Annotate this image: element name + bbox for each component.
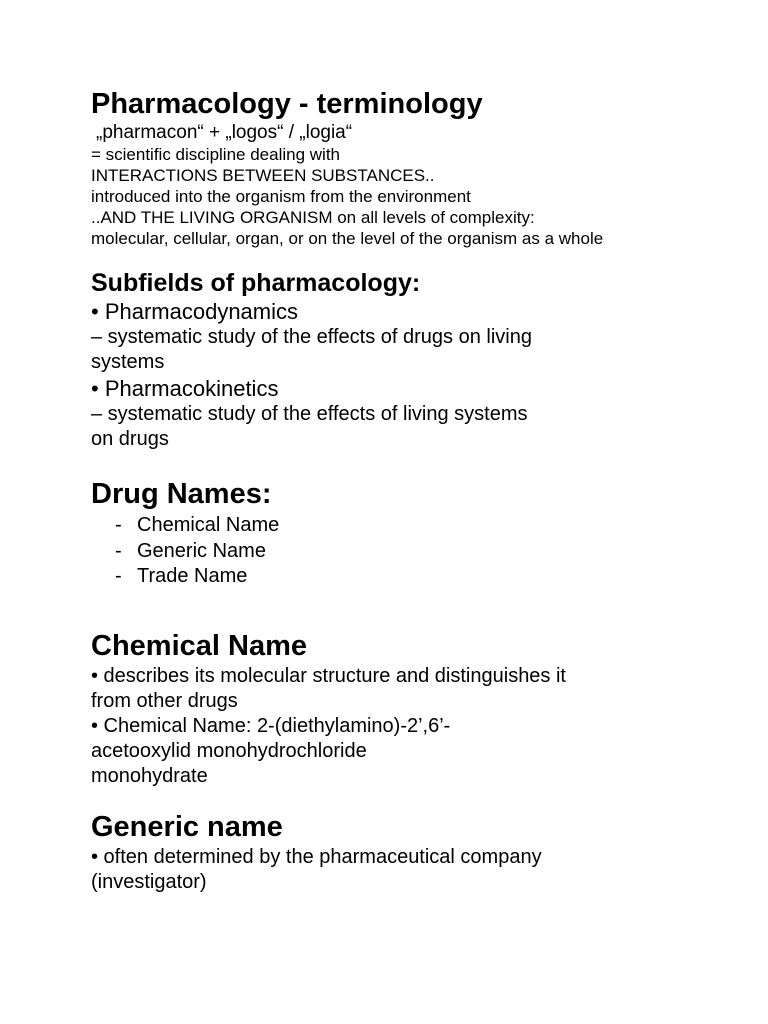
- chemical-name-line: acetooxylid monohydrochloride: [91, 739, 367, 762]
- chemical-name-line: from other drugs: [91, 689, 238, 712]
- subfield-name-pharmacokinetics: • Pharmacokinetics: [91, 376, 279, 401]
- chemical-name-line: monohydrate: [91, 764, 208, 787]
- definition-line: = scientific discipline dealing with: [91, 145, 340, 164]
- dash-bullet: -: [115, 539, 122, 562]
- subfield-description-line: – systematic study of the effects of drugs on living: [91, 326, 532, 348]
- chemical-name-section: [91, 628, 751, 789]
- list-item: [115, 564, 751, 590]
- definition-line: molecular, cellular, organ, or on the level of the organism as a whole: [91, 229, 604, 248]
- page-title: Pharmacology - terminology: [91, 88, 483, 120]
- drug-names-section: [91, 476, 751, 590]
- subfields-heading: Subfields of pharmacology:: [91, 269, 421, 297]
- list-item-label: Chemical Name: [137, 514, 280, 536]
- list-item: [115, 539, 751, 565]
- definition-line: introduced into the organism from the environment: [91, 187, 471, 206]
- chemical-name-heading: Chemical Name: [91, 629, 307, 662]
- generic-name-section: [91, 809, 751, 895]
- etymology-line: „pharmacon“ + „logos“ / „logia“: [96, 122, 353, 143]
- definition-line: INTERACTIONS BETWEEN SUBSTANCES..: [91, 166, 435, 185]
- generic-name-line: (investigator): [91, 870, 207, 893]
- generic-name-line: • often determined by the pharmaceutical company: [91, 845, 542, 868]
- subfield-description-line: systems: [91, 351, 165, 373]
- drug-names-list: [91, 513, 751, 590]
- subfield-description-line: – systematic study of the effects of living systems: [91, 403, 528, 425]
- dash-bullet: -: [115, 565, 122, 587]
- document-page: [91, 86, 751, 895]
- dash-bullet: -: [115, 514, 122, 536]
- definition-line: ..AND THE LIVING ORGANISM on all levels of complexity:: [91, 208, 535, 227]
- chemical-name-line: • Chemical Name: 2-(diethylamino)-2’,6’-: [91, 714, 451, 737]
- subfields-section: [91, 268, 751, 452]
- list-item: [115, 513, 751, 539]
- drug-names-heading: Drug Names:: [91, 478, 272, 510]
- list-item-label: Generic Name: [137, 539, 266, 562]
- definition-block: [91, 144, 751, 249]
- chemical-name-line: • describes its molecular structure and distinguishes it: [91, 664, 566, 687]
- subfield-description-line: on drugs: [91, 428, 169, 450]
- generic-name-heading: Generic name: [91, 810, 283, 843]
- list-item-label: Trade Name: [137, 565, 248, 587]
- subfield-name-pharmacodynamics: • Pharmacodynamics: [91, 299, 299, 324]
